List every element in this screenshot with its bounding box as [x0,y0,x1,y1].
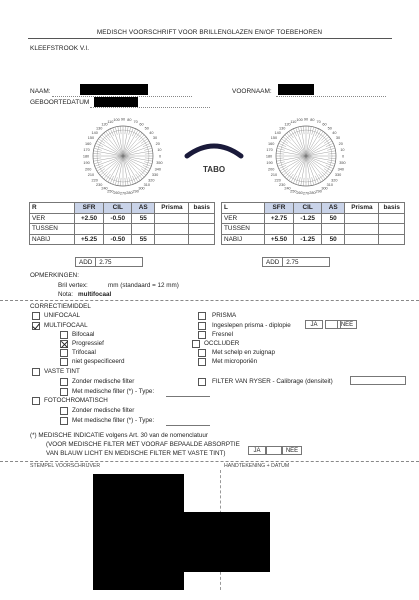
unifocaal-checkbox[interactable] [32,312,40,320]
col-basis: basis [379,203,405,214]
tabo-tick [319,131,324,138]
section-divider [0,461,419,462]
tabo-degree-label: 0 [341,154,345,159]
table-row [30,234,215,245]
tabo-degree-label: 200 [268,167,275,172]
tabo-tick [136,174,141,181]
tabo-tick [106,174,111,181]
zonder-filter-1-checkbox[interactable] [60,378,68,386]
tabo-degree-label: 40 [332,130,337,135]
basis-value [379,224,405,235]
tabo-degree-label: 260 [296,191,303,196]
met-filter-1-type-field[interactable] [166,396,210,397]
cil-value: -1.25 [294,234,322,245]
col-prisma: Prisma [155,203,189,214]
tabo-degree-label: 90 [120,117,126,122]
tabo-degree-label: 280 [126,191,133,196]
tabo-tick [324,169,331,174]
tabo-degree-label: 80 [127,118,132,123]
col-as: AS [132,203,155,214]
handtekening-label: HANDTEKENING + DATUM [224,463,290,469]
tabo-tick [281,139,288,144]
tabo-diagram-right-eye [63,110,183,200]
stempel-label: STEMPEL VOORSCHRIJVER [30,463,101,469]
tabo-tick [136,131,141,138]
met-microporien-label: Met microporiën [212,358,258,365]
zonder-filter-2-checkbox[interactable] [60,407,68,415]
tabo-degree-label: 220 [274,178,281,183]
left-add-label: ADD [266,258,280,266]
row-label: VER [222,213,265,224]
sfr-value [264,224,294,235]
tabo-degree-label: 260 [113,191,120,196]
tabo-degree-label: 140 [274,130,281,135]
tabo-degree-label: 160 [268,141,275,146]
tabo-degree-label: 70 [316,119,321,124]
met-filter-1-checkbox[interactable] [60,388,68,396]
tabo-diagram-left-eye [246,110,366,200]
tabo-tick [98,139,105,144]
glasses-arc-icon [183,140,245,160]
tabo-degree-label: 200 [85,167,92,172]
right-eye-table [29,202,215,245]
tabo-degree-label: 300 [138,186,145,191]
sfr-value: +2.75 [264,213,294,224]
row-label: VER [30,213,75,224]
table-row [30,213,215,224]
tabo-degree-label: 350 [156,161,163,166]
tabo-degree-label: 170 [266,148,273,153]
tabo-degree-label: 340 [154,167,161,172]
tabo-degree-label: 90 [303,117,309,122]
tabo-degree-label: 180 [265,154,273,159]
progressief-checkbox[interactable] [60,340,68,348]
handtekening-redaction [163,512,270,572]
indicatie-line1: (*) MEDISCHE INDICATIE volgens Art. 30 van de nomenclatuur [30,432,209,439]
tabo-degree-label: 330 [151,173,159,178]
tabo-degree-label: 50 [144,126,149,131]
tabo-degree-label: 120 [101,122,108,127]
ingeslepen-label: Ingeslepen prisma - diplopie [212,322,291,329]
tabo-degree-label: 210 [270,173,278,178]
ingeslepen-ja-box[interactable]: JA [305,320,323,329]
tabo-degree-label: 270 [119,191,127,196]
section-divider [0,300,419,301]
indicatie-blank-box[interactable] [266,446,282,455]
bril-vertex-label: Bril vertex: [58,282,88,289]
geboortedatum-label: GEBOORTEDATUM [30,99,90,106]
tabo-degree-label: 170 [83,148,90,153]
col-prisma: Prisma [345,203,379,214]
col-cil: CIL [104,203,132,214]
left-eye-table [221,202,405,245]
sfr-value: +2.50 [74,213,104,224]
tabo-tick [106,131,111,138]
tabo-degree-label: 60 [322,122,327,127]
right-add-value: 2.75 [99,258,112,266]
met-filter-2-type-field[interactable] [166,425,210,426]
kleefstrook-label: KLEEFSTROOK V.I. [30,45,90,52]
geboortedatum-redaction [94,97,138,107]
prisma-value [155,234,189,245]
row-label: TUSSEN [30,224,75,235]
bifocaal-label: Bifocaal [72,331,95,338]
geboortedatum-line [90,107,210,108]
table-row [222,234,405,245]
tabo-degree-label: 150 [87,136,95,141]
tabo-degree-label: 10 [340,148,345,153]
col-as: AS [321,203,344,214]
tabo-tick [324,139,331,144]
tabo-tick [98,169,105,174]
fotochromatisch-checkbox[interactable] [32,397,40,405]
tabo-tick [141,139,148,144]
left-eye-head: L [222,203,265,214]
tabo-degree-label: 300 [321,186,328,191]
fotochromatisch-label: FOTOCHROMATISCH [44,397,108,404]
vaste-tint-label: VASTE TINT [44,368,80,375]
tabo-degree-label: 330 [334,173,342,178]
tabo-degree-label: 340 [337,167,344,172]
filter-van-ryser-checkbox[interactable] [198,378,206,386]
row-label: NABIJ [30,234,75,245]
table-row [30,224,215,235]
document-title: MEDISCH VOORSCHRIFT VOOR BRILLENGLAZEN EN/OF TOEBEHOREN [96,29,323,36]
densiteit-field[interactable] [350,376,406,385]
tabo-tick [281,169,288,174]
voornaam-line [276,96,386,97]
sfr-value [74,224,104,235]
col-sfr: SFR [74,203,104,214]
prisma-value [155,224,189,235]
prisma-value [345,213,379,224]
tabo-degree-label: 80 [310,118,315,123]
tabo-degree-label: 320 [148,178,155,183]
sfr-value: +5.25 [74,234,104,245]
tabo-degree-label: 140 [91,130,98,135]
basis-value [189,213,215,224]
tabo-degree-label: 280 [309,191,316,196]
bifocaal-checkbox[interactable] [60,331,68,339]
cil-value [104,224,132,235]
cil-value: -0.50 [104,213,132,224]
prisma-value [345,234,379,245]
as-value [321,224,344,235]
zonder-filter-1-label: Zonder medische filter [72,378,135,385]
tabo-degree-label: 290 [315,189,322,194]
tabo-degree-label: 130 [96,126,103,131]
tabo-tick [289,131,294,138]
indicatie-line2: (VOOR MEDISCHE FILTER MET VOORAF BEPAALDE ABSORPTIE [46,441,240,448]
bril-vertex-unit: mm (standaard = 12 mm) [108,282,179,289]
tabo-degree-label: 70 [133,119,138,124]
tabo-degree-label: 30 [152,136,158,141]
niet-gespecificeerd-checkbox[interactable] [60,358,68,366]
as-value: 55 [132,234,155,245]
tabo-degree-label: 150 [270,136,278,141]
filter-van-ryser-label: FILTER VAN RYSER - Calibrage (densiteit) [212,378,333,385]
table-row [222,224,405,235]
tabo-degree-label: 20 [155,141,160,146]
indicatie-nee-box[interactable]: NEE [282,446,302,455]
indicatie-line3: VAN BLAUW LICHT EN MEDISCHE FILTER MET VASTE TINT) [46,450,226,457]
as-value [132,224,155,235]
naam-redaction [80,84,148,95]
tabo-degree-label: 110 [107,119,114,124]
prisma-label: PRISMA [212,312,237,319]
right-add-box [75,257,143,267]
fresnel-label: Fresnel [212,331,233,338]
naam-label: NAAM: [30,88,51,95]
trifocaal-checkbox[interactable] [60,349,68,357]
occluder-label: OCCLUDER [204,340,240,347]
right-eye-head: R [30,203,75,214]
as-value: 50 [321,213,344,224]
left-add-value: 2.75 [286,258,299,266]
correctiemiddel-label: CORRECTIEMIDDEL [30,303,91,310]
met-schelp-checkbox[interactable] [198,349,206,357]
opmerkingen-label: OPMERKINGEN: [30,272,79,279]
col-cil: CIL [294,203,322,214]
tabo-degree-label: 350 [339,161,346,166]
tabo-tick [289,174,294,181]
tabo-degree-label: 190 [83,161,90,166]
voornaam-label: VOORNAAM: [232,88,272,95]
tabo-degree-label: 130 [279,126,286,131]
tabo-degree-label: 110 [290,119,297,124]
prisma-checkbox[interactable] [198,312,206,320]
prisma-value [345,224,379,235]
tabo-degree-label: 100 [296,118,303,123]
tabo-degree-label: 310 [143,182,150,187]
tabo-degree-label: 250 [290,189,297,194]
tabo-degree-label: 290 [132,189,139,194]
occluder-checkbox[interactable] [192,340,200,348]
met-microporien-checkbox[interactable] [198,358,206,366]
col-basis: basis [189,203,215,214]
basis-value [379,234,405,245]
row-label: NABIJ [222,234,265,245]
tabo-degree-label: 20 [338,141,343,146]
tabo-degree-label: 120 [284,122,291,127]
tabo-degree-label: 160 [85,141,92,146]
vaste-tint-checkbox[interactable] [32,368,40,376]
fresnel-checkbox[interactable] [198,331,206,339]
ingeslepen-nee-box[interactable]: NEE [337,320,357,329]
tabo-tick [141,169,148,174]
tabo-degree-label: 210 [87,173,95,178]
tabo-degree-label: 240 [101,186,108,191]
tabo-degree-label: 100 [113,118,120,123]
basis-value [189,224,215,235]
tabo-degree-label: 320 [331,178,338,183]
cil-value [294,224,322,235]
basis-value [379,213,405,224]
tabo-degree-label: 310 [326,182,333,187]
tabo-degree-label: 60 [139,122,144,127]
met-filter-1-label: Met medische filter (*) - Type: [72,388,155,395]
niet-gespecificeerd-label: niet gespecificeerd [72,358,125,365]
tabo-degree-label: 250 [107,189,114,194]
tabo-degree-label: 0 [158,154,162,159]
tabo-degree-label: 30 [335,136,341,141]
title-divider [28,38,392,39]
tabo-degree-label: 180 [82,154,90,159]
ingeslepen-checkbox[interactable] [198,322,206,330]
tabo-degree-label: 50 [327,126,332,131]
as-value: 55 [132,213,155,224]
tabo-tick [319,174,324,181]
progressief-label: Progressief [72,340,104,347]
tabo-degree-label: 10 [157,148,162,153]
cil-value: -1.25 [294,213,322,224]
col-sfr: SFR [264,203,294,214]
tabo-degree-label: 270 [302,191,310,196]
table-row [222,213,405,224]
met-schelp-label: Met schelp en zuignap [212,349,276,356]
left-add-box [262,257,330,267]
multifocaal-checkbox[interactable] [32,322,40,330]
cil-value: -0.50 [104,234,132,245]
tabo-degree-label: 190 [266,161,273,166]
tabo-degree-label: 230 [96,182,103,187]
trifocaal-label: Trifocaal [72,349,96,356]
met-filter-2-label: Met medische filter (*) - Type: [72,417,155,424]
indicatie-ja-box[interactable]: JA [248,446,266,455]
tabo-degree-label: 40 [149,130,154,135]
zonder-filter-2-label: Zonder medische filter [72,407,135,414]
as-value: 50 [321,234,344,245]
nota-value: multifocaal [78,291,112,298]
basis-value [189,234,215,245]
sfr-value: +5.50 [264,234,294,245]
unifocaal-label: UNIFOCAAL [44,312,81,319]
nota-label: Nota: [58,291,74,298]
tabo-label: TABO [203,165,226,174]
tabo-degree-label: 230 [279,182,286,187]
row-label: TUSSEN [222,224,265,235]
tabo-degree-label: 240 [284,186,291,191]
multifocaal-label: MULTIFOCAAL [44,322,88,329]
prisma-value [155,213,189,224]
right-add-label: ADD [79,258,93,266]
tabo-degree-label: 220 [91,178,98,183]
voornaam-redaction [278,84,314,95]
met-filter-2-checkbox[interactable] [60,417,68,425]
